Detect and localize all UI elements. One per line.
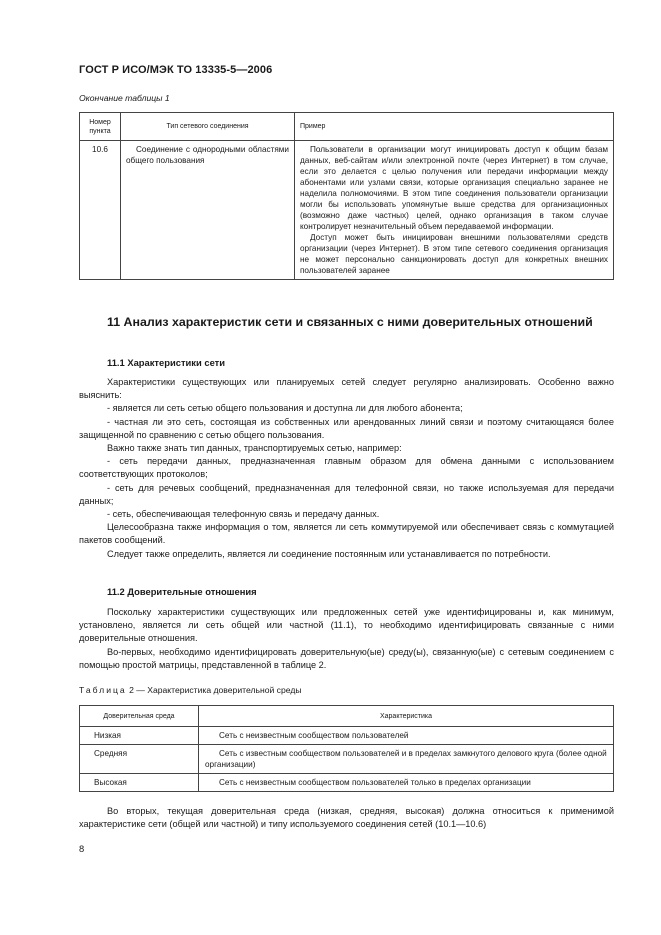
section-11-1-body [79,376,614,561]
section-heading: 11 Анализ характеристик сети и связанных с ними доверительных отношений [107,315,593,329]
subsection-heading: 11.2 Доверительные отношения [107,586,257,597]
list-item: - сеть передачи данных, предназначенная главным образом для обмена данными с использованием соответствующих протоколов; [79,456,614,480]
table2-cell-desc: Сеть с известным сообществом пользователей и в пределах замкнутого делового круга (более одной организации) [199,745,614,774]
list-item: - сеть, обеспечивающая телефонную связь и передачу данных. [107,509,380,520]
table2-cell-env: Высокая [80,774,199,792]
list-item: - является ли сеть сетью общего пользования и доступна ли для любого абонента; [107,403,463,414]
table-row [80,727,614,745]
table1-cell-num: 10.6 [80,141,121,280]
table2-cell-env: Средняя [80,745,199,774]
document-header: ГОСТ Р ИСО/МЭК ТО 13335-5—2006 [79,64,273,76]
table2-caption-text: 2 — Характеристика доверительной среды [126,685,302,695]
table1-header-row [80,113,614,141]
paragraph: Следует также определить, является ли соединение постоянным или устанавливается по потребности. [107,548,551,559]
table-row [80,774,614,792]
table1-caption: Окончание таблицы 1 [79,93,170,103]
table2-header-row [80,706,614,727]
table2 [79,705,614,792]
list-item: - сеть для речевых сообщений, предназначенная для телефонной связи, но также используемая для передачи данных; [79,482,614,506]
paragraph: Характеристики существующих или планируемых сетей следует регулярно анализировать. Особенно важно выяснить: [79,377,614,401]
table2-caption [79,685,302,695]
paragraph: Во вторых, текущая доверительная среда (низкая, средняя, высокая) должна относиться к применимой характеристике сети (общей или частной) и типу используемого соединения сетей (10.1—10.6) [79,806,614,830]
table1 [79,112,614,280]
table2-header-env: Доверительная среда [80,706,199,727]
table1-example-paragraph: Пользователи в организации могут инициировать доступ к общим базам данных, веб-сайтам и/или электронной почте (через Интернет) в том случае, если это делается с целью получения или передачи информации между абонентами или узлами связи, которые организация специально заранее не наделила полномочиями. В этом типе соединения пользователи организации могли бы использовать упомянутые выше средства для организационных (возможно даже частных) целей, однако организация в таком случае контролирует незначительный объем передаваемой информации. [300,145,608,231]
list-item: - частная ли это сеть, состоящая из собственных или арендованных линий связи и поэтому считающаяся более защищенной по сравнению с сетью общего пользования. [79,416,614,440]
subsection-heading: 11.1 Характеристики сети [107,357,226,368]
table2-cell-env: Низкая [80,727,199,745]
table1-header-num: Номер пункта [80,113,121,141]
table1-cell-type-text: Соединение с однородными областями общего пользования [126,145,289,165]
table-row [80,745,614,774]
paragraph: Важно также знать тип данных, транспортируемых сетью, например: [107,443,402,454]
table1-cell-example [295,141,614,280]
closing-body [79,805,614,831]
paragraph: Целесообразна также информация о том, является ли сеть коммутируемой или обеспечивает связь с коммутацией пакетов сообщений. [79,522,614,546]
table1-header-type: Тип сетевого соединения [121,113,295,141]
table2-cell-desc: Сеть с неизвестным сообществом пользователей только в пределах организации [199,774,614,792]
table1-cell-type [121,141,295,280]
table1-example-paragraph: Доступ может быть инициирован внешними пользователями средств организации (через Интернет). В этом типе сетевого соединения организация не может персонально санкционировать доступ для конкретных внешних пользователей заранее [300,233,608,275]
paragraph: Во-первых, необходимо идентифицировать доверительную(ые) среду(ы), связанную(ые) с сетевым соединением с помощью простой матрицы, представленной в таблице 2. [79,646,614,670]
table1-header-example: Пример [295,113,614,141]
page-number: 8 [79,843,85,854]
table2-header-desc: Характеристика [199,706,614,727]
table-row [80,141,614,280]
table2-caption-prefix: Таблица [79,685,127,695]
paragraph: Поскольку характеристики существующих или предложенных сетей уже идентифицированы и, как минимум, установлено, является ли сеть общей или частной (11.1), то необходимо идентифицировать связанные с ними доверительные отношения. [79,607,614,644]
section-11-2-body [79,606,614,672]
table2-cell-desc: Сеть с неизвестным сообществом пользователей [199,727,614,745]
